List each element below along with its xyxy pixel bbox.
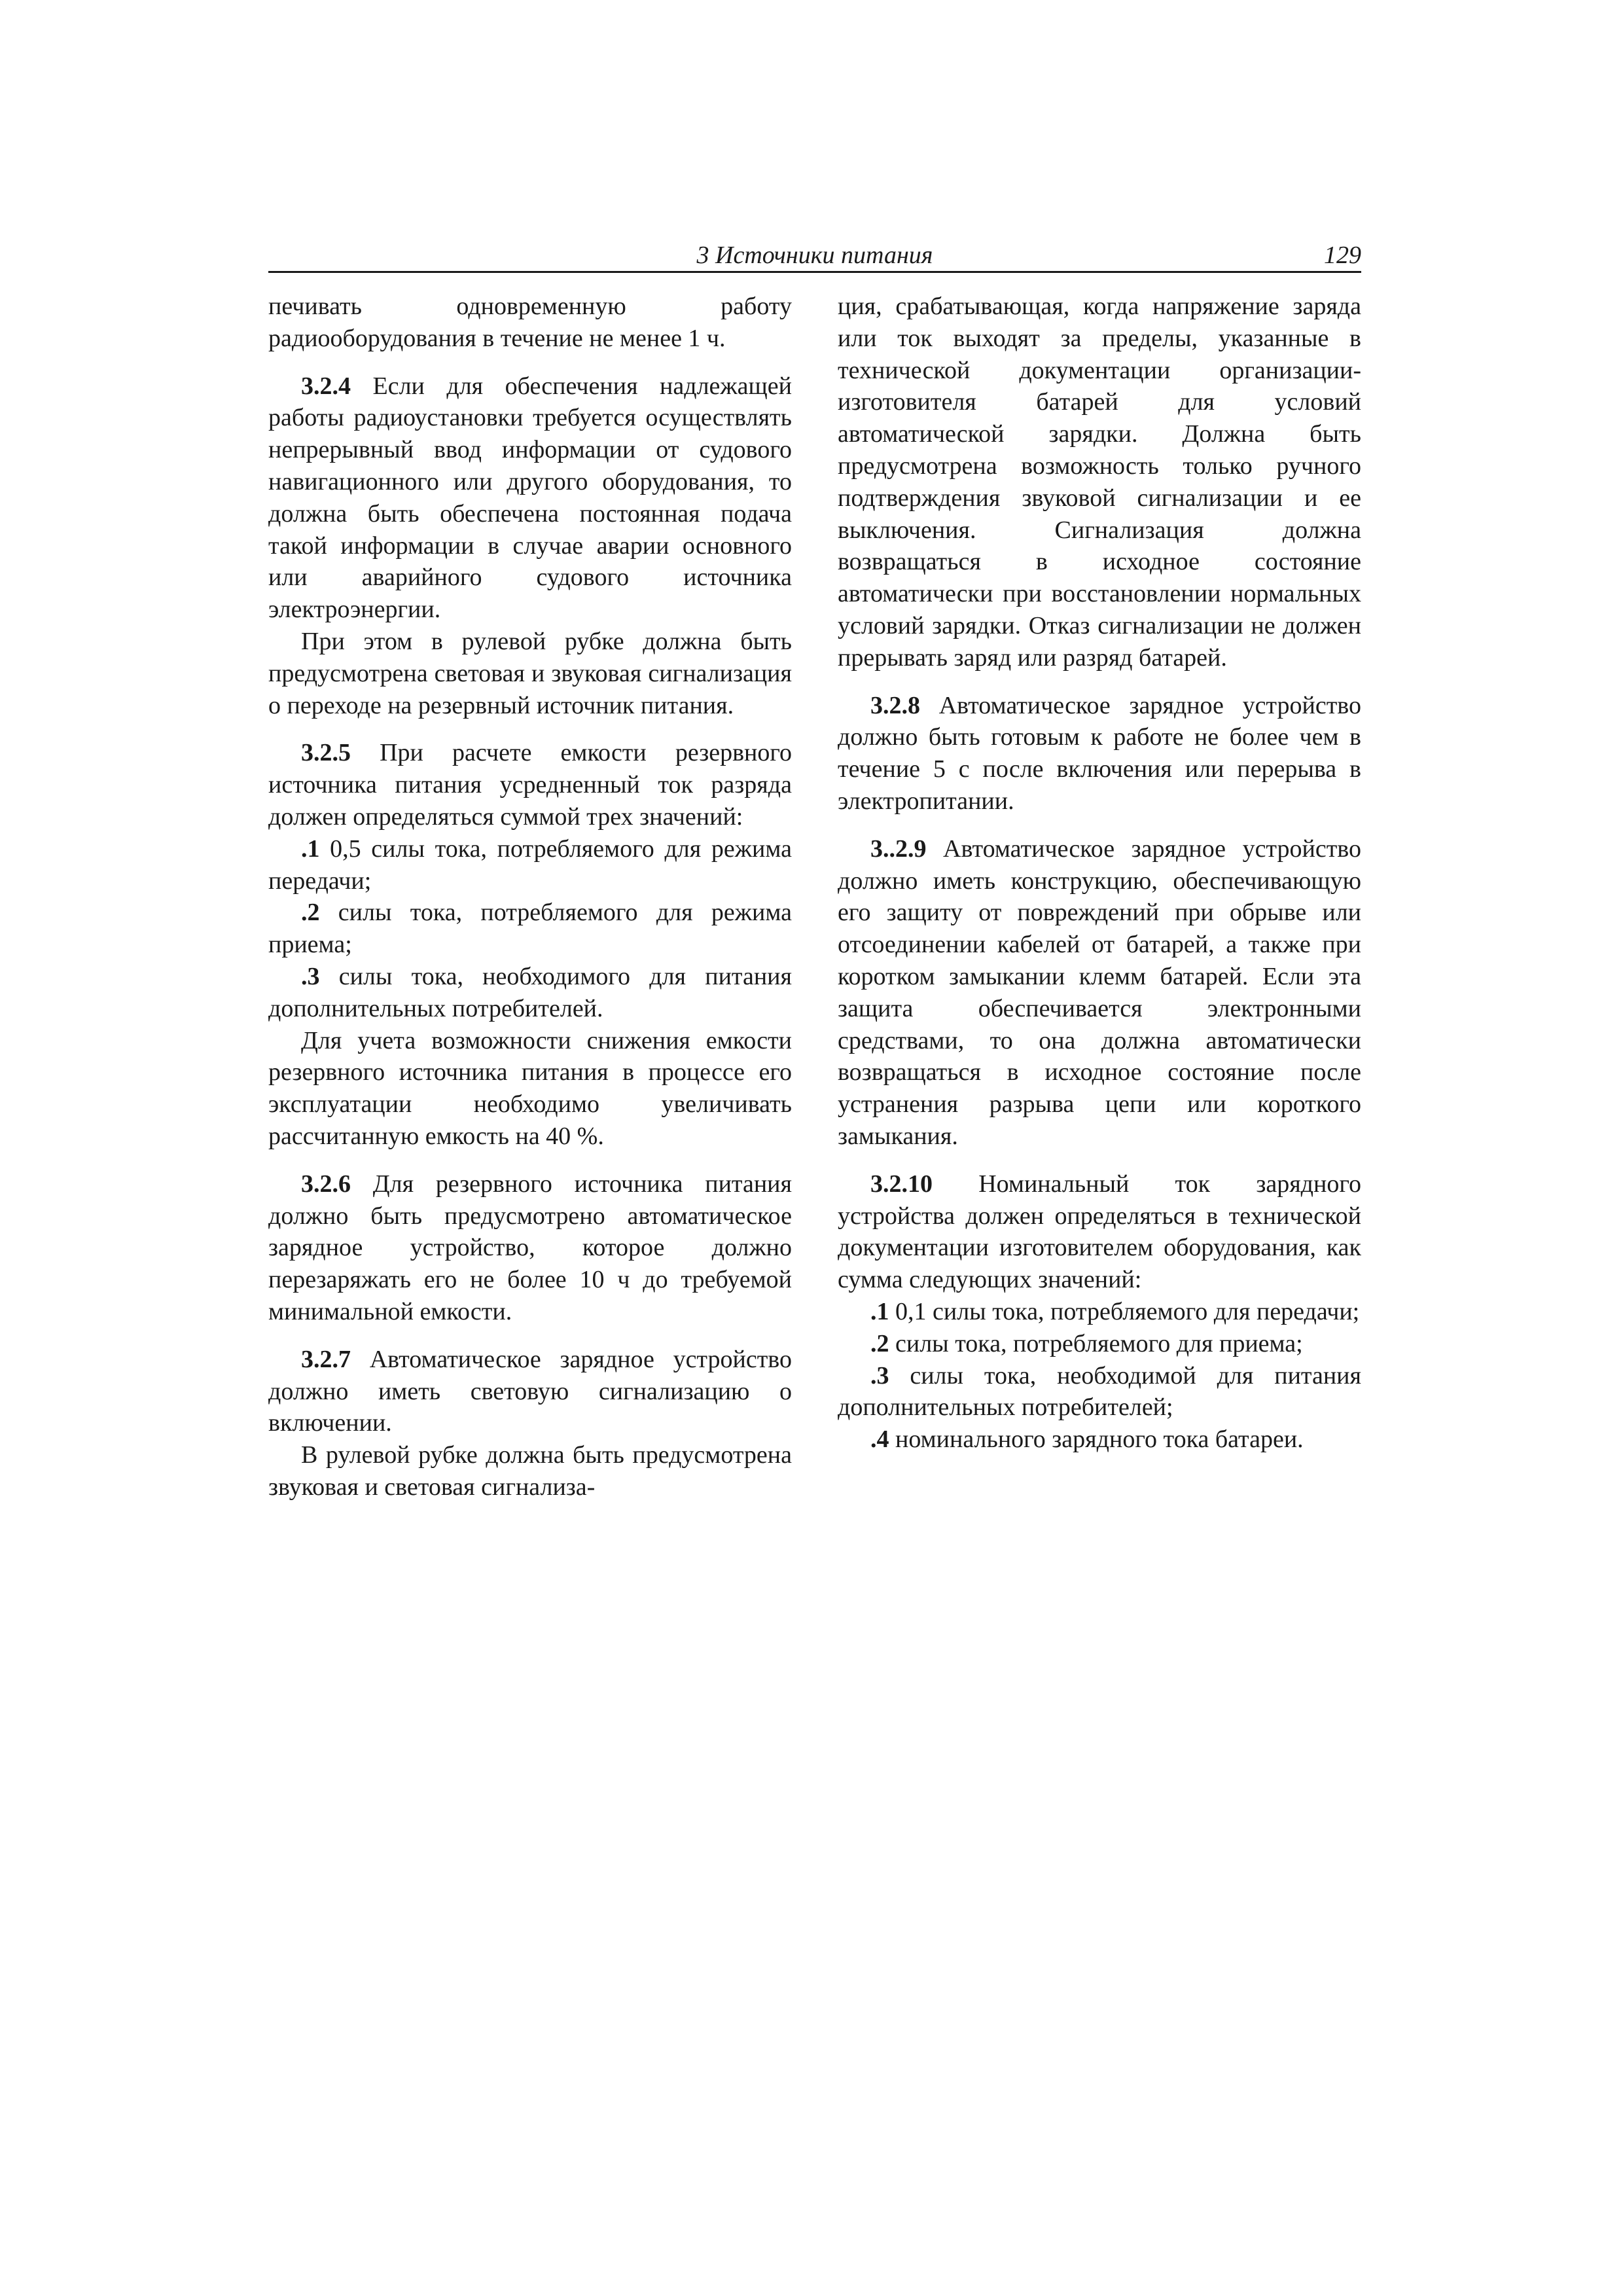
paragraph-text: ция, срабатывающая, когда напряжение заряда или ток выходят за пределы, указанные в технической документации организации-изготовителя батарей для условий автоматической зарядки. Должна быть предусмотрена возможность только ручного подтверждения звуковой сигнализации и ее выключения. Сигнализация должна возвращаться в исходное состояние автоматически при восстановлении нормальных условий зарядки. Отказ сигнализации не должен прерывать заряд или разряд батарей. <box>838 293 1361 672</box>
paragraph-text: печивать одновременную работу радиооборудования в течение не менее 1 ч. <box>268 293 792 352</box>
list-item <box>268 833 792 897</box>
clause-number: 3.2.7 <box>301 1345 351 1373</box>
paragraph <box>268 626 792 721</box>
clause-text: При расчете емкости резервного источника питания усредненный ток разряда должен определяться суммой трех значений: <box>268 739 792 831</box>
item-text: 0,1 силы тока, потребляемого для передачи; <box>889 1297 1360 1325</box>
clause-3-2-7 <box>268 1344 792 1439</box>
running-title: 3 Источники питания <box>696 242 933 269</box>
left-column <box>268 291 792 1503</box>
page-number: 129 <box>1324 242 1361 269</box>
right-column <box>838 291 1361 1456</box>
item-text: силы тока, необходимого для питания дополнительных потребителей. <box>268 962 792 1022</box>
list-item <box>838 1424 1361 1456</box>
clause-number: 3.2.4 <box>301 372 351 400</box>
list-item <box>838 1360 1361 1424</box>
item-text: номинального зарядного тока батареи. <box>889 1426 1304 1454</box>
item-number: .3 <box>301 962 320 990</box>
paragraph <box>268 1439 792 1503</box>
paragraph-text: При этом в рулевой рубке должна быть предусмотрена световая и звуковая сигнализация о переходе на резервный источник питания. <box>268 627 792 719</box>
paragraph <box>268 291 792 355</box>
clause-text: Автоматическое зарядное устройство должно быть готовым к работе не более чем в течение 5 с после включения или перерыва в электропитании. <box>838 691 1361 815</box>
list-item <box>268 961 792 1025</box>
item-number: .2 <box>870 1329 889 1357</box>
paragraph <box>268 1025 792 1153</box>
clause-text: Для резервного источника питания должно быть предусмотрено автоматическое зарядное устройство, которое должно перезаряжать его не более 10 ч до требуемой минимальной емкости. <box>268 1170 792 1325</box>
clause-3-2-5 <box>268 737 792 833</box>
item-number: .1 <box>870 1297 889 1325</box>
paragraph-text: В рулевой рубке должна быть предусмотрена звуковая и световая сигнализа- <box>268 1441 792 1501</box>
clause-text: Автоматическое зарядное устройство должно иметь конструкцию, обеспечивающую его защиту от повреждений при обрыве или отсоединении кабелей от батарей, а также при коротком замыкании клемм батарей. Если эта защита обеспечивается электронными средствами, то она должна автоматически возвращаться в исходное состояние после устранения разрыва цепи или короткого замыкания. <box>838 834 1361 1150</box>
clause-3-2-8 <box>838 690 1361 817</box>
clause-text: Автоматическое зарядное устройство должно иметь световую сигнализацию о включении. <box>268 1345 792 1437</box>
clause-number: 3.2.8 <box>870 691 920 719</box>
clause-3-2-9 <box>838 833 1361 1153</box>
clause-number: 3.2.5 <box>301 739 351 767</box>
clause-text: Номинальный ток зарядного устройства должен определяться в технической документации изготовителем оборудования, как сумма следующих значений: <box>838 1170 1361 1294</box>
item-number: .4 <box>870 1426 889 1454</box>
item-number: .3 <box>870 1361 889 1390</box>
list-item <box>268 897 792 961</box>
clause-text: Если для обеспечения надлежащей работы радиоустановки требуется осуществлять непрерывный ввод информации от судового навигационного или другого оборудования, то должна быть обеспечена постоянная подача такой информации в случае аварии основного или аварийного судового источника электроэнергии. <box>268 372 792 624</box>
clause-number: 3.2.10 <box>870 1170 933 1198</box>
paragraph <box>838 291 1361 674</box>
item-number: .2 <box>301 899 320 927</box>
item-text: 0,5 силы тока, потребляемого для режима передачи; <box>268 834 792 895</box>
clause-number: 3..2.9 <box>870 834 927 863</box>
list-item <box>838 1296 1361 1328</box>
item-text: силы тока, необходимой для питания дополнительных потребителей; <box>838 1361 1361 1422</box>
list-item <box>838 1328 1361 1360</box>
item-number: .1 <box>301 834 320 863</box>
clause-number: 3.2.6 <box>301 1170 351 1198</box>
paragraph-text: Для учета возможности снижения емкости резервного источника питания в процессе его эксплуатации необходимо увеличивать рассчитанную емкость на 40 %. <box>268 1026 792 1150</box>
clause-3-2-4 <box>268 370 792 626</box>
running-header <box>268 237 1361 273</box>
clause-3-2-10 <box>838 1168 1361 1296</box>
clause-3-2-6 <box>268 1168 792 1328</box>
item-text: силы тока, потребляемого для приема; <box>889 1329 1303 1357</box>
item-text: силы тока, потребляемого для режима приема; <box>268 899 792 959</box>
